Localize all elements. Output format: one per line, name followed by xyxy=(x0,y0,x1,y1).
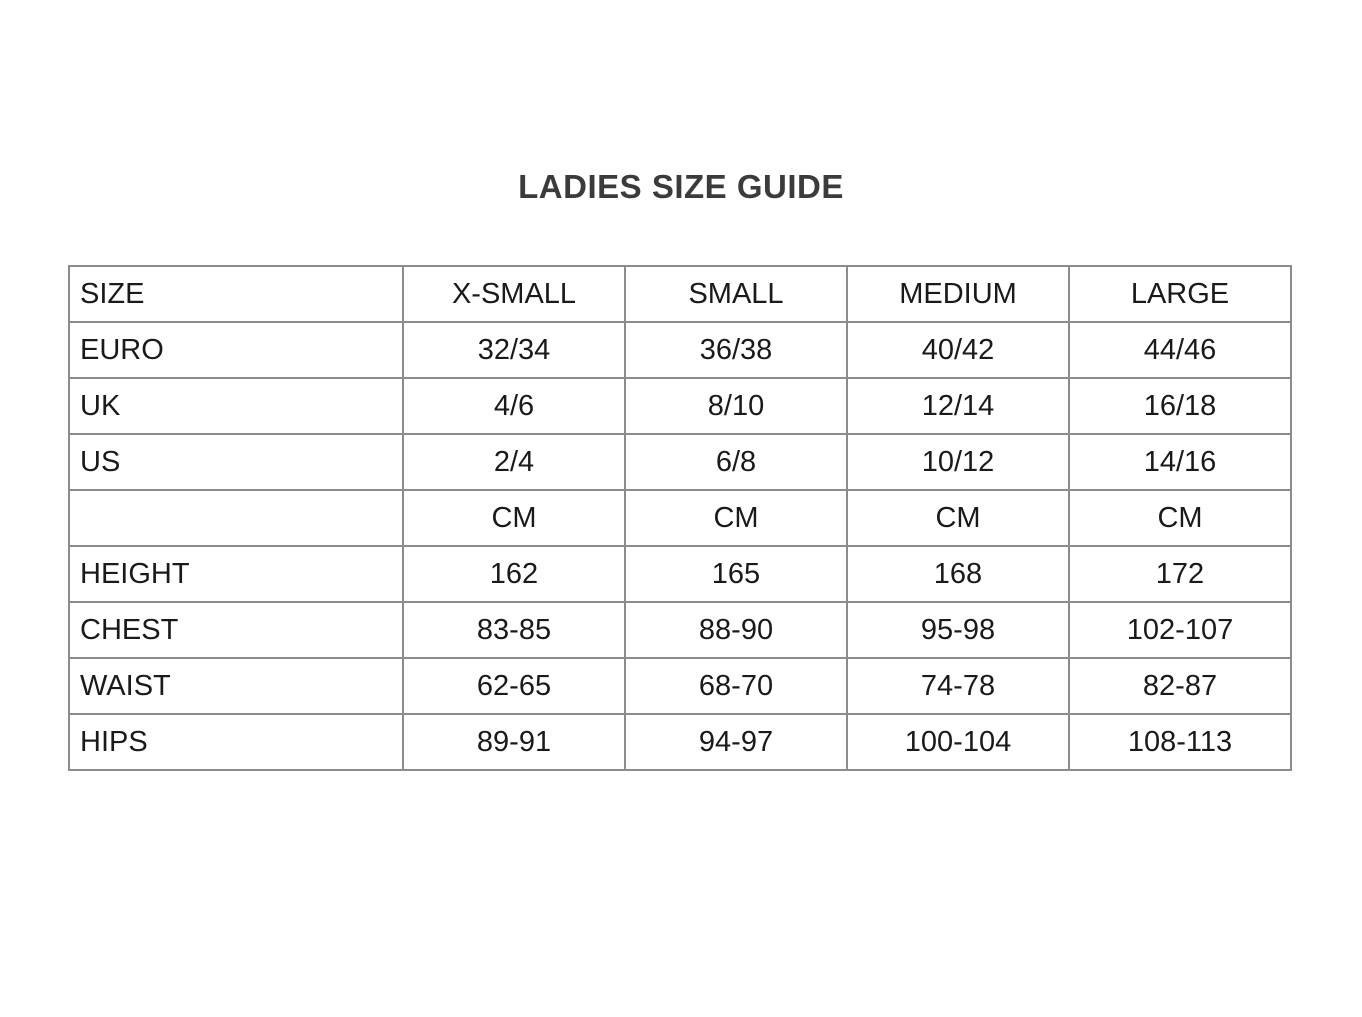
cell-uk-small: 8/10 xyxy=(625,378,847,434)
cell-us-x-small: 2/4 xyxy=(403,434,625,490)
column-header-size: SIZE xyxy=(69,266,403,322)
cell-uk-medium: 12/14 xyxy=(847,378,1069,434)
cell-height-medium: 168 xyxy=(847,546,1069,602)
cell-waist-small: 68-70 xyxy=(625,658,847,714)
table-row xyxy=(69,434,1291,490)
cell-us-small: 6/8 xyxy=(625,434,847,490)
table-unit-row xyxy=(69,490,1291,546)
table-row xyxy=(69,546,1291,602)
cell-hips-large: 108-113 xyxy=(1069,714,1291,770)
cell-unit-large: CM xyxy=(1069,490,1291,546)
row-label-uk: UK xyxy=(69,378,403,434)
cell-chest-medium: 95-98 xyxy=(847,602,1069,658)
cell-us-large: 14/16 xyxy=(1069,434,1291,490)
cell-euro-x-small: 32/34 xyxy=(403,322,625,378)
cell-chest-large: 102-107 xyxy=(1069,602,1291,658)
cell-euro-medium: 40/42 xyxy=(847,322,1069,378)
cell-uk-x-small: 4/6 xyxy=(403,378,625,434)
cell-waist-medium: 74-78 xyxy=(847,658,1069,714)
column-header-x-small: X-SMALL xyxy=(403,266,625,322)
cell-height-large: 172 xyxy=(1069,546,1291,602)
row-label-us: US xyxy=(69,434,403,490)
table-row xyxy=(69,602,1291,658)
column-header-small: SMALL xyxy=(625,266,847,322)
table-row xyxy=(69,714,1291,770)
cell-height-x-small: 162 xyxy=(403,546,625,602)
cell-waist-large: 82-87 xyxy=(1069,658,1291,714)
cell-waist-x-small: 62-65 xyxy=(403,658,625,714)
cell-chest-x-small: 83-85 xyxy=(403,602,625,658)
size-guide-table xyxy=(68,265,1292,771)
table-header-row xyxy=(69,266,1291,322)
cell-unit-x-small: CM xyxy=(403,490,625,546)
row-label-hips: HIPS xyxy=(69,714,403,770)
table-row xyxy=(69,378,1291,434)
size-guide-table-wrap xyxy=(68,265,1290,771)
cell-unit-small: CM xyxy=(625,490,847,546)
cell-us-medium: 10/12 xyxy=(847,434,1069,490)
cell-height-small: 165 xyxy=(625,546,847,602)
cell-uk-large: 16/18 xyxy=(1069,378,1291,434)
row-label-chest: CHEST xyxy=(69,602,403,658)
cell-chest-small: 88-90 xyxy=(625,602,847,658)
cell-euro-large: 44/46 xyxy=(1069,322,1291,378)
cell-hips-x-small: 89-91 xyxy=(403,714,625,770)
page-title: LADIES SIZE GUIDE xyxy=(518,168,844,205)
table-row xyxy=(69,322,1291,378)
table-row xyxy=(69,658,1291,714)
cell-unit-medium: CM xyxy=(847,490,1069,546)
column-header-large: LARGE xyxy=(1069,266,1291,322)
row-label-empty xyxy=(69,490,403,546)
column-header-medium: MEDIUM xyxy=(847,266,1069,322)
cell-hips-medium: 100-104 xyxy=(847,714,1069,770)
cell-euro-small: 36/38 xyxy=(625,322,847,378)
row-label-waist: WAIST xyxy=(69,658,403,714)
cell-hips-small: 94-97 xyxy=(625,714,847,770)
row-label-height: HEIGHT xyxy=(69,546,403,602)
row-label-euro: EURO xyxy=(69,322,403,378)
